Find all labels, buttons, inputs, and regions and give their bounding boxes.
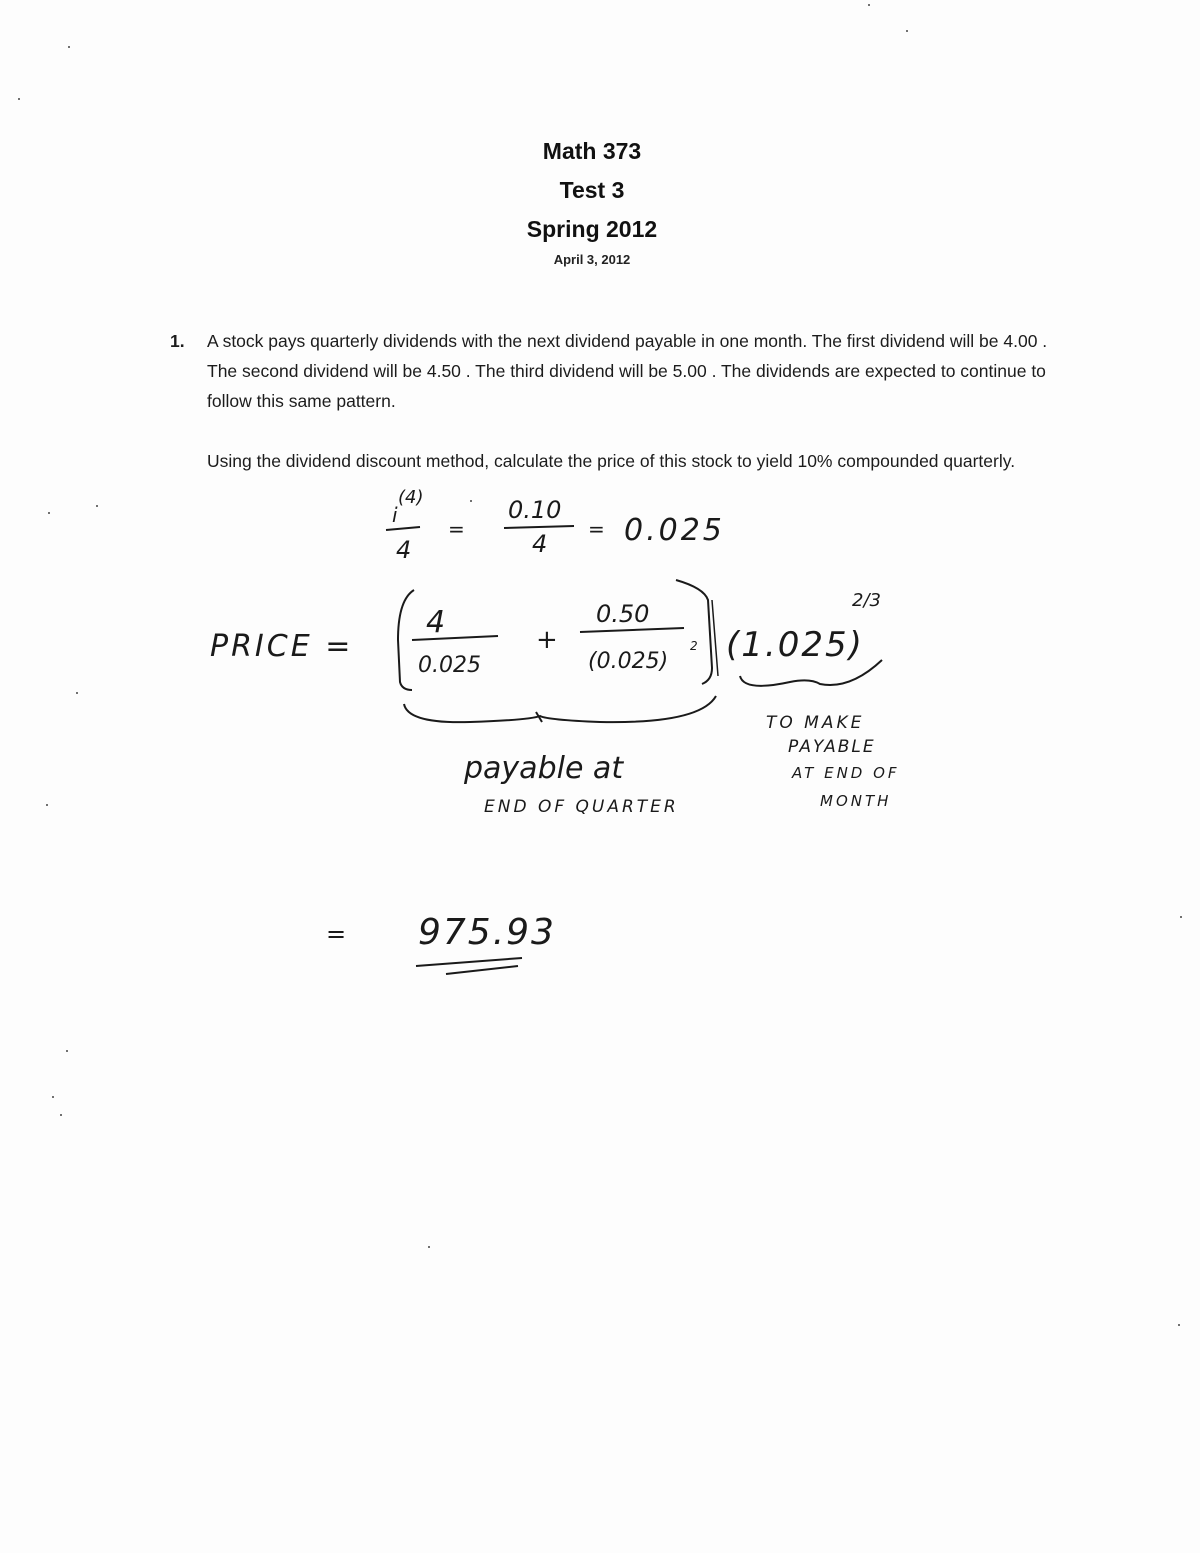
note-at-end-of: AT END OF <box>792 764 900 782</box>
note-payable: PAYABLE <box>788 737 876 757</box>
fraction2-denominator: (0.025) <box>588 649 669 674</box>
rate-denominator: 4 <box>396 536 412 564</box>
sum-right-bracket-inner <box>712 600 718 676</box>
rate-superscript: (4) <box>398 487 424 508</box>
fraction1-bar <box>412 636 498 640</box>
course-title: Math 373 <box>542 138 642 164</box>
note-payable-at: payable at <box>464 751 624 786</box>
test-title: Test 3 <box>559 177 625 203</box>
fraction1-denominator: 0.025 <box>418 653 481 678</box>
price-label: PRICE = <box>210 629 354 664</box>
rate-equals-2: = <box>588 517 605 541</box>
rate-i: i <box>392 503 398 527</box>
accumulation-factor: (1.025) <box>726 625 864 665</box>
question-paragraph: A stock pays quarterly dividends with the next dividend payable in one month. The first dividend will be 4.00 . The second dividend will be 4.50 . The third dividend will be 5.00 . The dividends are expected to continue to follow this same pattern. <box>207 331 1048 411</box>
question-instruction: Using the dividend discount method, calculate the price of this stock to yield 10% compounded quarterly. <box>207 451 1016 471</box>
fraction1-numerator: 4 <box>426 605 446 640</box>
note-to-make: TO MAKE <box>766 713 865 733</box>
factor-exponent: 2/3 <box>852 590 881 611</box>
fraction2-exponent: 2 <box>690 639 698 653</box>
note-end-of-quarter: END OF QUARTER <box>484 797 679 817</box>
answer-value: 975.93 <box>418 912 556 953</box>
exam-date: April 3, 2012 <box>553 252 631 267</box>
question-number: 1. <box>170 331 185 351</box>
sum-underbrace <box>404 696 716 722</box>
fraction2-bar <box>580 628 684 632</box>
answer-equals: = <box>326 920 347 948</box>
rate-numerator-2: 0.10 <box>508 496 562 524</box>
sum-right-bracket <box>676 580 712 684</box>
rate-fraction-bar <box>386 527 420 530</box>
rate-equals-1: = <box>448 517 465 541</box>
answer-underline-2 <box>446 966 518 974</box>
term-title: Spring 2012 <box>526 216 658 242</box>
rate-denominator-2: 4 <box>532 530 548 558</box>
answer-underline-1 <box>416 958 522 966</box>
rate-result: 0.025 <box>624 513 725 548</box>
sum-left-bracket <box>398 590 414 690</box>
rate-fraction-bar-2 <box>504 526 574 528</box>
fraction2-numerator: 0.50 <box>596 600 650 628</box>
plus-sign: + <box>536 625 558 655</box>
note-month: MONTH <box>820 792 892 810</box>
